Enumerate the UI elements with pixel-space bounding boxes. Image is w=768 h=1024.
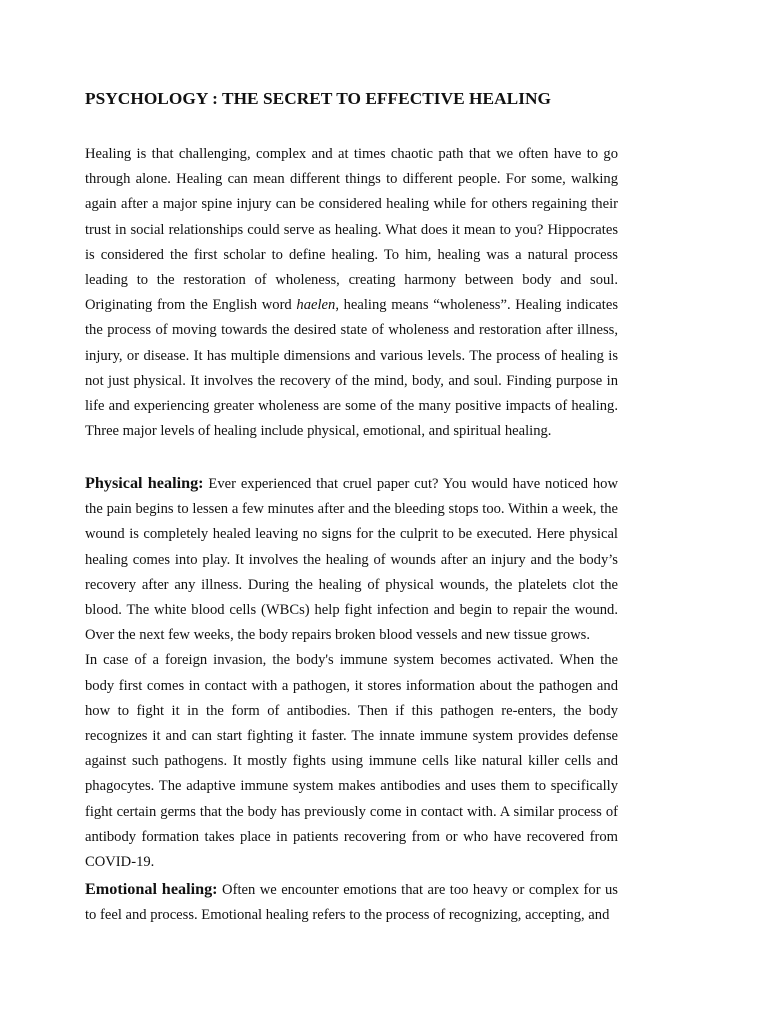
physical-paragraph-1 — [85, 471, 618, 648]
intro-text-part1: Healing is that challenging, complex and at times chaotic path that we often have to go through alone. Healing can mean different things to different people. For some, walking again after a major spine injury can be considered healing while for others regaining their trust in social relationships could serve as healing. What does it mean to you? Hippocrates is considered the first scholar to define healing. To him, healing was a natural process leading to the restoration of wholeness, creating harmony between body and soul. Originating from the English word — [85, 146, 618, 314]
document-title: PSYCHOLOGY : THE SECRET TO EFFECTIVE HEALING — [85, 89, 552, 108]
intro-text-part2: , healing means “wholeness”. Healing indicates the process of moving towards the desired state of wholeness and restoration after illness, injury, or disease. It has multiple dimensions and various levels. The process of healing is not just physical. It involves the recovery of the mind, body, and soul. Finding purpose in life and experiencing greater wholeness are some of the many positive impacts of healing. Three major levels of healing include physical, emotional, and spiritual healing. — [85, 297, 618, 440]
emotional-healing-heading: Emotional healing: — [85, 880, 218, 898]
intro-paragraph — [85, 142, 618, 444]
intro-italic-word: haelen — [296, 297, 336, 314]
physical-paragraph-2: In case of a foreign invasion, the body's immune system becomes activated. When the body first comes in contact with a pathogen, it stores information about the pathogen and how to fight it in the form of antibodies. Then if this pathogen re-enters, the body recognizes it and can start fighting it faster. The innate immune system provides defense against such pathogens. It mostly fights using immune cells like natural killer cells and phagocytes. The adaptive immune system makes antibodies and uses them to specifically fight certain germs that the body has previously come in contact with. A similar process of antibody formation takes place in patients recovering from or who have recovered from COVID-19. — [85, 652, 618, 871]
emotional-healing-paragraph — [85, 877, 618, 928]
physical-text-1: Ever experienced that cruel paper cut? You would have noticed how the pain begins to lessen a few minutes after and the bleeding stops too. Within a week, the wound is completely healed leaving no signs for the culprit to be executed. Here physical healing comes into play. It involves the healing of wounds after an injury and the body’s recovery after any illness. During the healing of physical wounds, the platelets clot the blood. The white blood cells (WBCs) help fight infection and begin to repair the wound. Over the next few weeks, the body repairs broken blood vessels and new tissue grows. — [85, 476, 618, 644]
physical-healing-heading: Physical healing: — [85, 474, 204, 492]
emotional-text: Often we encounter emotions that are too heavy or complex for us to feel and process. Emotional healing refers to the process of recognizing, accepting, and — [85, 882, 618, 924]
physical-healing-section — [85, 471, 618, 875]
